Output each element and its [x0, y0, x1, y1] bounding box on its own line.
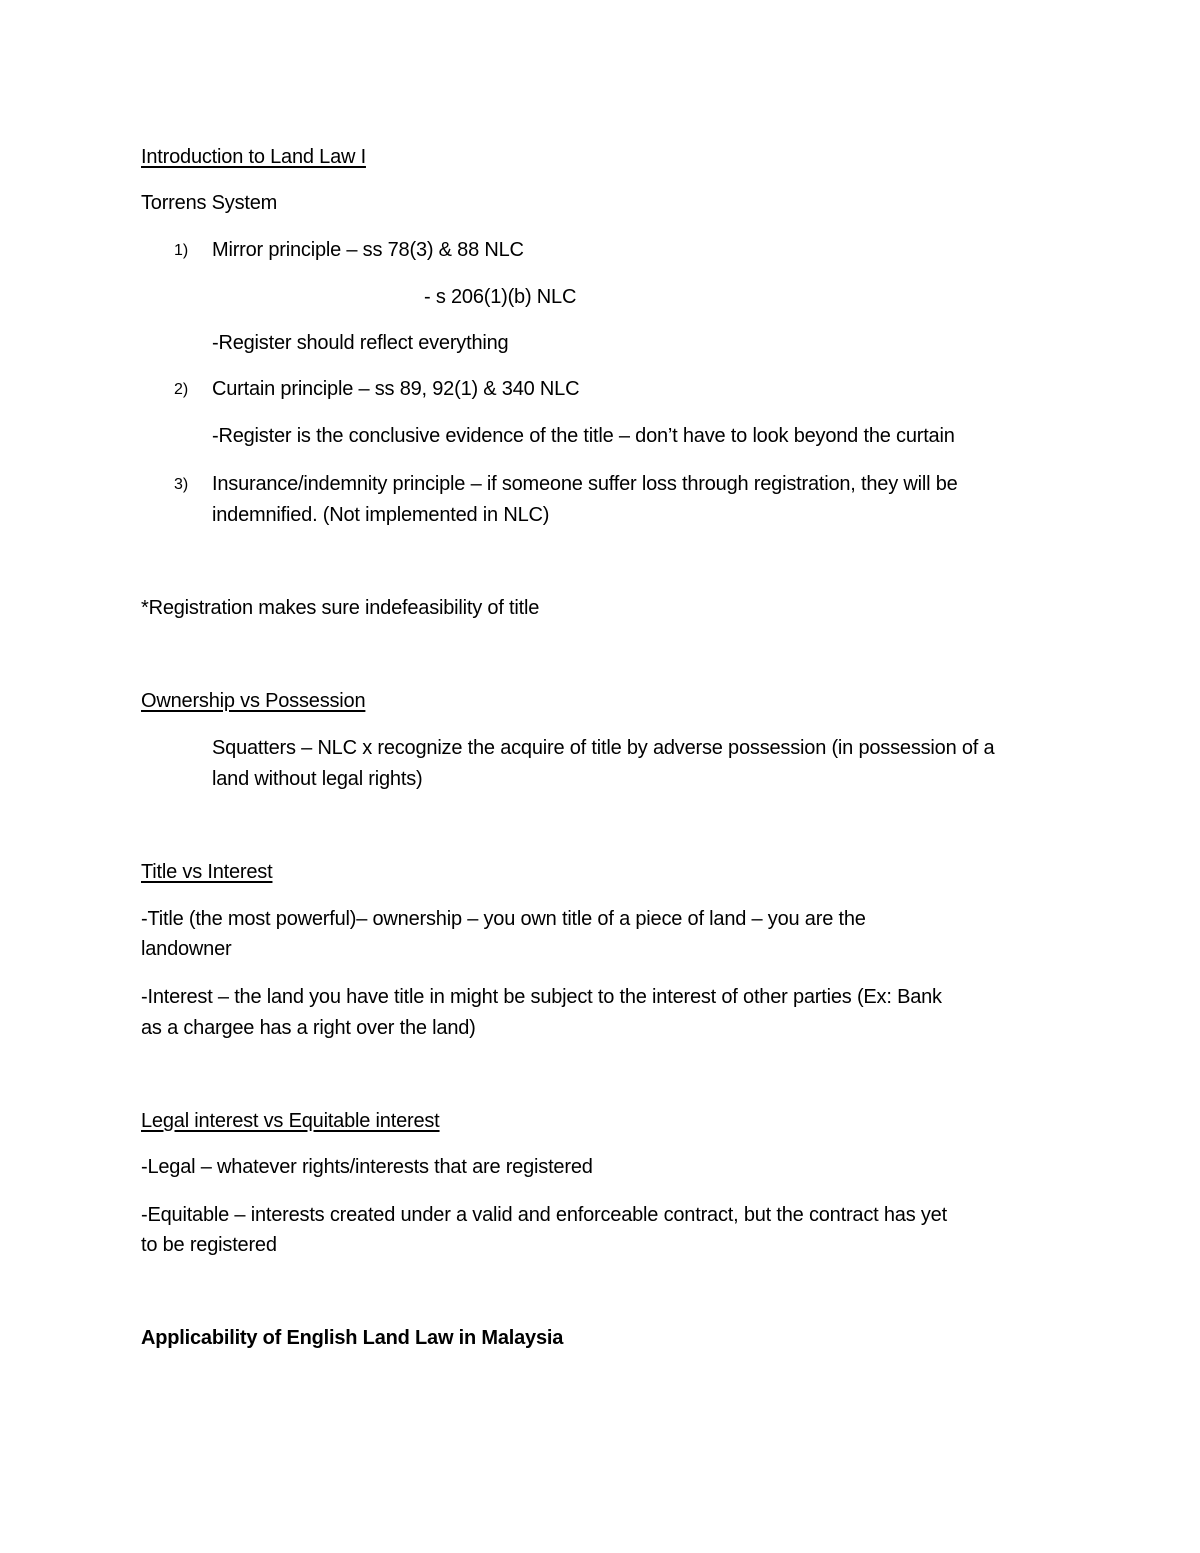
registration-footnote: *Registration makes sure indefeasibility of title: [141, 597, 540, 619]
equitable-definition-line2: to be registered: [141, 1234, 277, 1256]
squatters-line2: land without legal rights): [212, 768, 423, 790]
equitable-definition-line1: -Equitable – interests created under a valid and enforceable contract, but the contract has yet: [141, 1204, 947, 1226]
item-3-number: 3): [174, 476, 189, 493]
item-1-continuation: - s 206(1)(b) NLC: [424, 286, 577, 308]
title-definition-line1: -Title (the most powerful)– ownership – you own title of a piece of land – you are the: [141, 908, 866, 930]
interest-definition-line1: -Interest – the land you have title in might be subject to the interest of other parties (Ex: Bank: [141, 986, 942, 1008]
legal-definition: -Legal – whatever rights/interests that are registered: [141, 1156, 593, 1178]
item-3-text-line1: Insurance/indemnity principle – if someone suffer loss through registration, they will be: [212, 473, 958, 495]
item-2-text: Curtain principle – ss 89, 92(1) & 340 NLC: [212, 378, 580, 400]
torrens-heading: Torrens System: [141, 192, 278, 214]
squatters-line1: Squatters – NLC x recognize the acquire of title by adverse possession (in possession of a: [212, 737, 995, 759]
title-definition-line2: landowner: [141, 938, 232, 960]
interest-definition-line2: as a chargee has a right over the land): [141, 1017, 476, 1039]
item-1-note: -Register should reflect everything: [212, 332, 509, 354]
applicability-heading: Applicability of English Land Law in Malaysia: [141, 1327, 564, 1349]
legal-equitable-heading: Legal interest vs Equitable interest: [141, 1110, 440, 1132]
item-2-number: 2): [174, 381, 189, 398]
item-1-text: Mirror principle – ss 78(3) & 88 NLC: [212, 239, 524, 261]
item-1-number: 1): [174, 242, 189, 259]
ownership-heading: Ownership vs Possession: [141, 690, 366, 712]
document-title: Introduction to Land Law I: [141, 146, 366, 168]
item-2-note: -Register is the conclusive evidence of the title – don’t have to look beyond the curtain: [212, 425, 955, 447]
title-interest-heading: Title vs Interest: [141, 861, 273, 883]
item-3-text-line2: indemnified. (Not implemented in NLC): [212, 504, 550, 526]
